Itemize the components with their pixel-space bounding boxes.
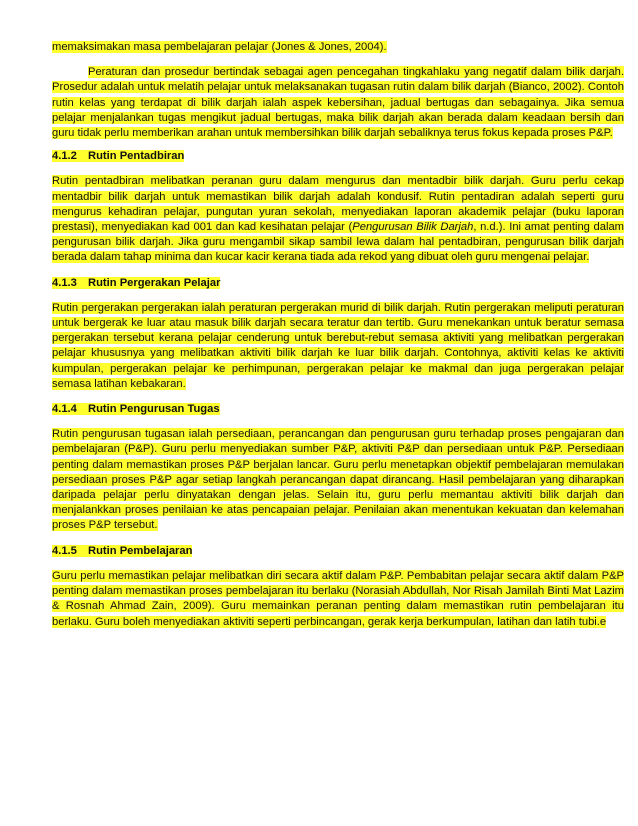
- paragraph-rutin-pergerakan: [52, 301, 624, 392]
- section-title: Rutin Pengurusan Tugas: [88, 403, 220, 416]
- paragraph-text: , n.d.). Ini amat penting dalam pengurusan bilik darjah. Jika guru mengambil sikap sambil lewa dalam hal pentadbiran, pengurusan bilik darjah berada dalam tahap minima dan kucar kacir kerana tiada ada rekod yang dibuat oleh guru mengenai pelajar.: [52, 221, 624, 264]
- paragraph-text: Rutin pentadbiran melibatkan peranan guru dalam mengurus dan mentadbir bilik darjah. Guru perlu cekap mentadbir bilik darjah untuk memastikan bilik darjah adalah kondusif. Rutin pentadiran adalah seperti guru mengurus kehadiran pelajar, pungutan yuran sekolah, menyediakan laporan akademik pelajar (buku laporan prestasi), menyediakan kad 001 dan kad kesihatan pelajar (: [52, 175, 624, 234]
- section-title: Rutin Pentadbiran: [88, 150, 185, 163]
- paragraph-rutin-pembelajaran: [52, 569, 624, 630]
- paragraph-peraturan: [52, 65, 624, 141]
- paragraph-text: Guru perlu memastikan pelajar melibatkan diri secara aktif dalam P&P. Pembabitan pelajar secara aktif dalam P&P penting dalam memastikan proses pembelajaran itu berlaku (Norasiah Abdullah, Nor Risah Jamilah Binti Mat Lazim & Rosnah Ahmad Zain, 2009). Guru memainkan peranan penting dalam memastikan rutin pembelajaran itu berlaku. Guru boleh menyediakan aktiviti seperti perbincangan, gerak kerja berkumpulan, latihan dan latih tubi.e: [52, 569, 624, 628]
- paragraph-text: memaksimakan masa pembelajaran pelajar (Jones & Jones, 2004).: [52, 41, 387, 53]
- section-number: 4.1.4: [52, 403, 77, 416]
- section-number: 4.1.2: [52, 150, 77, 163]
- section-heading-4-1-4: [52, 402, 624, 417]
- section-number: 4.1.5: [52, 544, 77, 557]
- paragraph-rutin-pengurusan-tugas: [52, 427, 624, 533]
- paragraph-text: Rutin pengurusan tugasan ialah persediaan, perancangan dan pengurusan guru terhadap proses pengajaran dan pembelajaran (P&P). Guru perlu menyediakan sumber P&P, aktiviti P&P dan persediaan untuk P&P. Persediaan penting dalam memastikan proses P&P berjalan lancar. Guru perlu menetapkan objektif pembelajaran memulakan persediaan proses P&P agar setiap langkah perancangan dapat dirancang. Hasil pembelajaran yang diharapkan daripada pelajar perlu dinyatakan dengan jelas. Selain itu, guru perlu memantau aktiviti bilik darjah dan menjalankkan proses penilaian ke atas pencapaian pelajar. Penilaian akan menentukan kekuatan dan kelemahan proses P&P tersebut.: [52, 428, 624, 532]
- section-heading-4-1-5: [52, 544, 624, 559]
- paragraph-rutin-pentadbiran: [52, 174, 624, 265]
- section-title: Rutin Pergerakan Pelajar: [88, 276, 221, 289]
- citation-title: Pengurusan Bilik Darjah: [352, 221, 474, 234]
- paragraph-text: Peraturan dan prosedur bertindak sebagai agen pencegahan tingkahlaku yang negatif dalam bilik darjah. Prosedur adalah untuk melatih pelajar untuk melaksanakan tugasan rutin dalam bilik darjah (Bianco, 2002). Contoh rutin kelas yang terdapat di bilik darjah ialah aspek kebersihan, jadual bertugas dan sebagainya. Jika semua pelajar menjalankan tugas mengikut jadual bertugas, maka bilik darjah akan berada dalam keadaan bersih dan guru tidak perlu memberikan arahan untuk membersihkan bilik darjah sebaliknya terus fokus kepada proses P&P.: [52, 66, 624, 140]
- paragraph-text: Rutin pergerakan pergerakan ialah peraturan pergerakan murid di bilik darjah. Rutin pergerakan meliputi peraturan untuk bergerak ke luar atau masuk bilik darjah secara teratur dan tertib. Guru menekankan untuk beratur semasa pergerakan tersebut kerana pelajar cenderung untuk berebut-rebut semasa aktiviti yang melibatkan pergerakan pelajar khususnya yang melibatkan aktiviti bilik darjah ke luar bilik darjah. Contohnya, aktiviti kelas ke aktiviti kumpulan, pergerakan pelajar ke perhimpunan, pergerakan pelajar ke makmal dan juga pergerakan pelajar semasa latihan kebakaran.: [52, 301, 624, 390]
- section-heading-4-1-3: [52, 276, 624, 291]
- paragraph-intro-tail: [52, 40, 624, 55]
- section-number: 4.1.3: [52, 276, 77, 289]
- section-heading-4-1-2: [52, 149, 624, 164]
- section-title: Rutin Pembelajaran: [88, 544, 193, 557]
- document-page: [52, 40, 624, 630]
